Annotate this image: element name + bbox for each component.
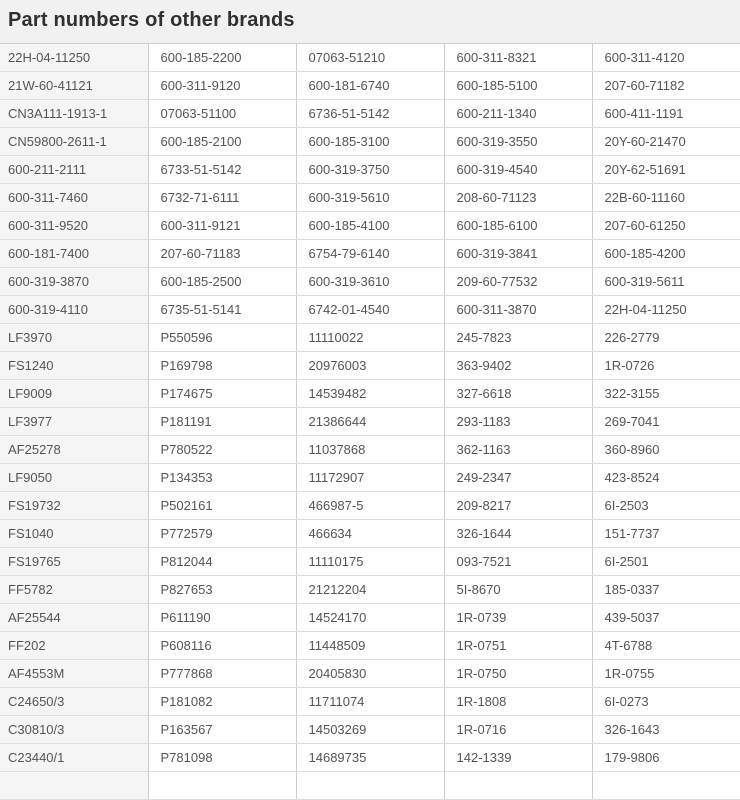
part-number-cell: 20Y-60-21470 [592, 128, 740, 156]
part-number-cell: 600-211-1340 [444, 100, 592, 128]
table-row [0, 632, 740, 660]
part-number-cell: 4T-6788 [592, 632, 740, 660]
part-number-cell: AF25544 [0, 604, 148, 632]
part-number-cell: FS1240 [0, 352, 148, 380]
table-row [0, 268, 740, 296]
part-number-cell: C23440/1 [0, 744, 148, 772]
table-row [0, 296, 740, 324]
part-number-cell: 22H-04-11250 [0, 44, 148, 72]
part-number-cell: 600-319-3750 [296, 156, 444, 184]
part-number-cell: 07063-51100 [148, 100, 296, 128]
table-row [0, 240, 740, 268]
part-number-cell: 1R-1808 [444, 688, 592, 716]
part-number-cell: 11172907 [296, 464, 444, 492]
part-number-cell: LF3970 [0, 324, 148, 352]
part-number-cell: P163567 [148, 716, 296, 744]
part-number-cell: 600-311-3870 [444, 296, 592, 324]
part-number-cell: 600-319-4110 [0, 296, 148, 324]
table-row [0, 212, 740, 240]
part-number-cell: 600-185-2500 [148, 268, 296, 296]
part-number-cell: FF5782 [0, 576, 148, 604]
part-number-cell: 600-181-6740 [296, 72, 444, 100]
table-row [0, 352, 740, 380]
part-number-cell: 6736-51-5142 [296, 100, 444, 128]
part-number-cell: 207-60-61250 [592, 212, 740, 240]
table-row [0, 604, 740, 632]
part-number-cell: 5I-8670 [444, 576, 592, 604]
part-number-cell: 209-60-77532 [444, 268, 592, 296]
part-number-cell: P772579 [148, 520, 296, 548]
table-row [0, 492, 740, 520]
part-number-cell: 600-311-7460 [0, 184, 148, 212]
part-number-cell: 1R-0750 [444, 660, 592, 688]
part-number-cell: 21W-60-41121 [0, 72, 148, 100]
part-number-cell: 14539482 [296, 380, 444, 408]
part-number-cell: 600-185-5100 [444, 72, 592, 100]
page-title: Part numbers of other brands [8, 9, 295, 31]
part-number-cell-empty [592, 772, 740, 800]
part-number-cell: CN3A111-1913-1 [0, 100, 148, 128]
part-number-cell: 600-185-2100 [148, 128, 296, 156]
part-number-cell: 600-311-9121 [148, 212, 296, 240]
table-row [0, 44, 740, 72]
part-number-cell: 600-181-7400 [0, 240, 148, 268]
part-number-cell: FF202 [0, 632, 148, 660]
part-number-cell-empty [444, 772, 592, 800]
part-number-cell: 1R-0755 [592, 660, 740, 688]
table-row [0, 744, 740, 772]
part-number-cell: 6I-2503 [592, 492, 740, 520]
part-number-cell: 151-7737 [592, 520, 740, 548]
table-row [0, 72, 740, 100]
part-number-cell: 600-311-9520 [0, 212, 148, 240]
part-number-cell: 293-1183 [444, 408, 592, 436]
part-number-cell: 185-0337 [592, 576, 740, 604]
part-number-cell-empty [148, 772, 296, 800]
part-number-cell: LF9009 [0, 380, 148, 408]
part-number-cell: P181191 [148, 408, 296, 436]
table-row [0, 548, 740, 576]
part-number-cell: 360-8960 [592, 436, 740, 464]
part-number-cell: 600-185-6100 [444, 212, 592, 240]
part-number-cell: 245-7823 [444, 324, 592, 352]
part-number-cell: 142-1339 [444, 744, 592, 772]
part-number-cell: 6733-51-5142 [148, 156, 296, 184]
part-number-cell: 269-7041 [592, 408, 740, 436]
part-number-cell: P174675 [148, 380, 296, 408]
part-number-cell: P827653 [148, 576, 296, 604]
table-row [0, 156, 740, 184]
part-number-cell: 327-6618 [444, 380, 592, 408]
table-row [0, 184, 740, 212]
part-number-cell: 21386644 [296, 408, 444, 436]
part-number-cell-empty [0, 772, 148, 800]
table-row-partial [0, 772, 740, 800]
part-number-cell: 600-311-9120 [148, 72, 296, 100]
part-number-cell: C24650/3 [0, 688, 148, 716]
part-number-cell: AF4553M [0, 660, 148, 688]
part-number-cell: 20976003 [296, 352, 444, 380]
part-number-cell: 6I-2501 [592, 548, 740, 576]
part-number-cell: LF3977 [0, 408, 148, 436]
part-number-cell: C30810/3 [0, 716, 148, 744]
part-number-cell: 226-2779 [592, 324, 740, 352]
part-number-cell: P780522 [148, 436, 296, 464]
part-number-cell: LF9050 [0, 464, 148, 492]
part-number-cell: P550596 [148, 324, 296, 352]
part-number-cell: P181082 [148, 688, 296, 716]
part-number-cell: 600-319-3870 [0, 268, 148, 296]
table-row [0, 128, 740, 156]
part-number-cell: 07063-51210 [296, 44, 444, 72]
part-number-cell: 11711074 [296, 688, 444, 716]
page-header [0, 0, 740, 43]
part-number-cell: 600-319-5610 [296, 184, 444, 212]
part-number-cell: 6742-01-4540 [296, 296, 444, 324]
part-number-cell: 179-9806 [592, 744, 740, 772]
part-number-cell: 209-8217 [444, 492, 592, 520]
table-row [0, 660, 740, 688]
part-number-cell: 6735-51-5141 [148, 296, 296, 324]
part-number-cell: FS1040 [0, 520, 148, 548]
part-number-cell: 1R-0726 [592, 352, 740, 380]
part-number-cell: 1R-0716 [444, 716, 592, 744]
part-number-cell: 362-1163 [444, 436, 592, 464]
table-row [0, 408, 740, 436]
part-numbers-table-body [0, 44, 740, 800]
part-number-cell: CN59800-2611-1 [0, 128, 148, 156]
part-number-cell: 207-60-71183 [148, 240, 296, 268]
part-number-cell: 600-185-2200 [148, 44, 296, 72]
part-number-cell: 600-185-4200 [592, 240, 740, 268]
part-number-cell: P169798 [148, 352, 296, 380]
part-number-cell: 14689735 [296, 744, 444, 772]
part-number-cell: 6732-71-6111 [148, 184, 296, 212]
part-number-cell: FS19765 [0, 548, 148, 576]
table-row [0, 100, 740, 128]
table-row [0, 436, 740, 464]
part-number-cell: FS19732 [0, 492, 148, 520]
part-number-cell: P611190 [148, 604, 296, 632]
part-number-cell: 11037868 [296, 436, 444, 464]
part-number-cell: 249-2347 [444, 464, 592, 492]
part-number-cell: P134353 [148, 464, 296, 492]
part-number-cell: AF25278 [0, 436, 148, 464]
part-number-cell: 22B-60-11160 [592, 184, 740, 212]
table-row [0, 324, 740, 352]
part-number-cell: 600-411-1191 [592, 100, 740, 128]
part-number-cell: 6I-0273 [592, 688, 740, 716]
part-numbers-table [0, 43, 740, 800]
part-number-cell: 11110022 [296, 324, 444, 352]
part-number-cell: 363-9402 [444, 352, 592, 380]
part-number-cell: 466987-5 [296, 492, 444, 520]
part-number-cell: 600-319-3841 [444, 240, 592, 268]
part-number-cell: 466634 [296, 520, 444, 548]
part-number-cell: P608116 [148, 632, 296, 660]
part-number-cell: 600-185-4100 [296, 212, 444, 240]
part-number-cell: P781098 [148, 744, 296, 772]
part-number-cell: 20405830 [296, 660, 444, 688]
part-number-cell: 22H-04-11250 [592, 296, 740, 324]
part-number-cell: P502161 [148, 492, 296, 520]
table-row [0, 520, 740, 548]
table-row [0, 464, 740, 492]
part-number-cell: 14503269 [296, 716, 444, 744]
part-number-cell: 207-60-71182 [592, 72, 740, 100]
part-number-cell: 093-7521 [444, 548, 592, 576]
part-number-cell: 20Y-62-51691 [592, 156, 740, 184]
part-number-cell: 1R-0751 [444, 632, 592, 660]
part-number-cell: P777868 [148, 660, 296, 688]
part-number-cell: 439-5037 [592, 604, 740, 632]
part-number-cell: 423-8524 [592, 464, 740, 492]
part-number-cell: 600-311-4120 [592, 44, 740, 72]
part-number-cell: 21212204 [296, 576, 444, 604]
part-number-cell: 600-311-8321 [444, 44, 592, 72]
part-number-cell: 600-185-3100 [296, 128, 444, 156]
part-number-cell: 11110175 [296, 548, 444, 576]
part-number-cell: 600-319-5611 [592, 268, 740, 296]
part-number-cell: 600-319-4540 [444, 156, 592, 184]
table-row [0, 716, 740, 744]
part-number-cell: 326-1644 [444, 520, 592, 548]
table-row [0, 688, 740, 716]
table-row [0, 380, 740, 408]
table-row [0, 576, 740, 604]
part-number-cell: 14524170 [296, 604, 444, 632]
part-number-cell: 600-319-3610 [296, 268, 444, 296]
part-number-cell: P812044 [148, 548, 296, 576]
part-number-cell-empty [296, 772, 444, 800]
part-number-cell: 11448509 [296, 632, 444, 660]
part-number-cell: 1R-0739 [444, 604, 592, 632]
part-number-cell: 326-1643 [592, 716, 740, 744]
part-number-cell: 6754-79-6140 [296, 240, 444, 268]
part-number-cell: 322-3155 [592, 380, 740, 408]
part-number-cell: 600-211-2111 [0, 156, 148, 184]
part-number-cell: 600-319-3550 [444, 128, 592, 156]
part-number-cell: 208-60-71123 [444, 184, 592, 212]
